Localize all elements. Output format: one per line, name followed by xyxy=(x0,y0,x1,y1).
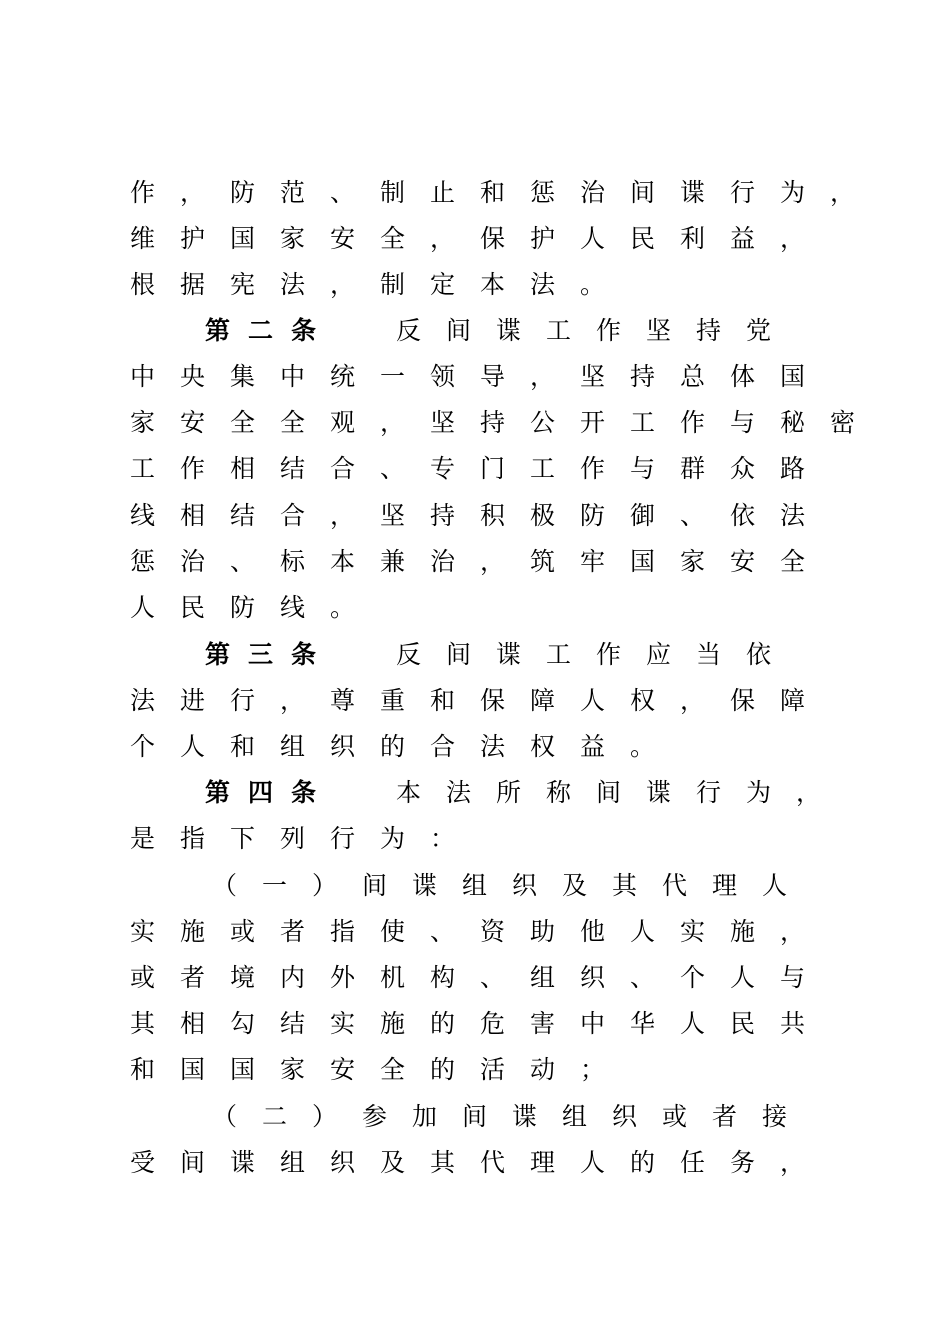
text-line: 实施或者指使、资助他人实施， xyxy=(130,917,831,946)
text-line: 或者境内外机构、组织、个人与 xyxy=(130,963,831,992)
article-3-text: 反间谍工作应当依 xyxy=(396,640,797,669)
list-item-1-line: （一）间谍组织及其代理人 xyxy=(212,871,813,900)
list-item-2-line: （二）参加间谍组织或者接 xyxy=(212,1102,813,1131)
text-line: 家安全全观，坚持公开工作与秘密 xyxy=(130,408,881,437)
text-line: 工作相结合、专门工作与群众路 xyxy=(130,454,831,483)
text-line: 线相结合，坚持积极防御、依法 xyxy=(130,501,831,530)
text-line: 其相勾结实施的危害中华人民共 xyxy=(130,1009,831,1038)
text-line: 和国国家安全的活动； xyxy=(130,1055,631,1084)
article-4-line xyxy=(205,770,925,816)
text-line: 惩治、标本兼治，筑牢国家安全 xyxy=(130,547,831,576)
text-line: 人民防线。 xyxy=(130,593,381,622)
article-2-line xyxy=(205,308,925,354)
text-line: 是指下列行为： xyxy=(130,824,481,853)
article-3-line xyxy=(205,632,925,678)
article-2-label: 第二条 xyxy=(205,316,335,345)
text-line: 作，防范、制止和惩治间谍行为， xyxy=(130,178,881,207)
text-line: 根据宪法，制定本法。 xyxy=(130,270,631,299)
text-line: 中央集中统一领导，坚持总体国 xyxy=(130,362,831,391)
text-line: 个人和组织的合法权益。 xyxy=(130,732,681,761)
text-line: 法进行，尊重和保障人权，保障 xyxy=(130,686,831,715)
article-3-label: 第三条 xyxy=(205,640,335,669)
article-4-label: 第四条 xyxy=(205,778,335,807)
text-line: 维护国家安全，保护人民利益， xyxy=(130,224,831,253)
article-4-text: 本法所称间谍行为， xyxy=(396,778,847,807)
article-2-text: 反间谍工作坚持党 xyxy=(396,316,797,345)
text-line: 受间谍组织及其代理人的任务， xyxy=(130,1148,831,1177)
